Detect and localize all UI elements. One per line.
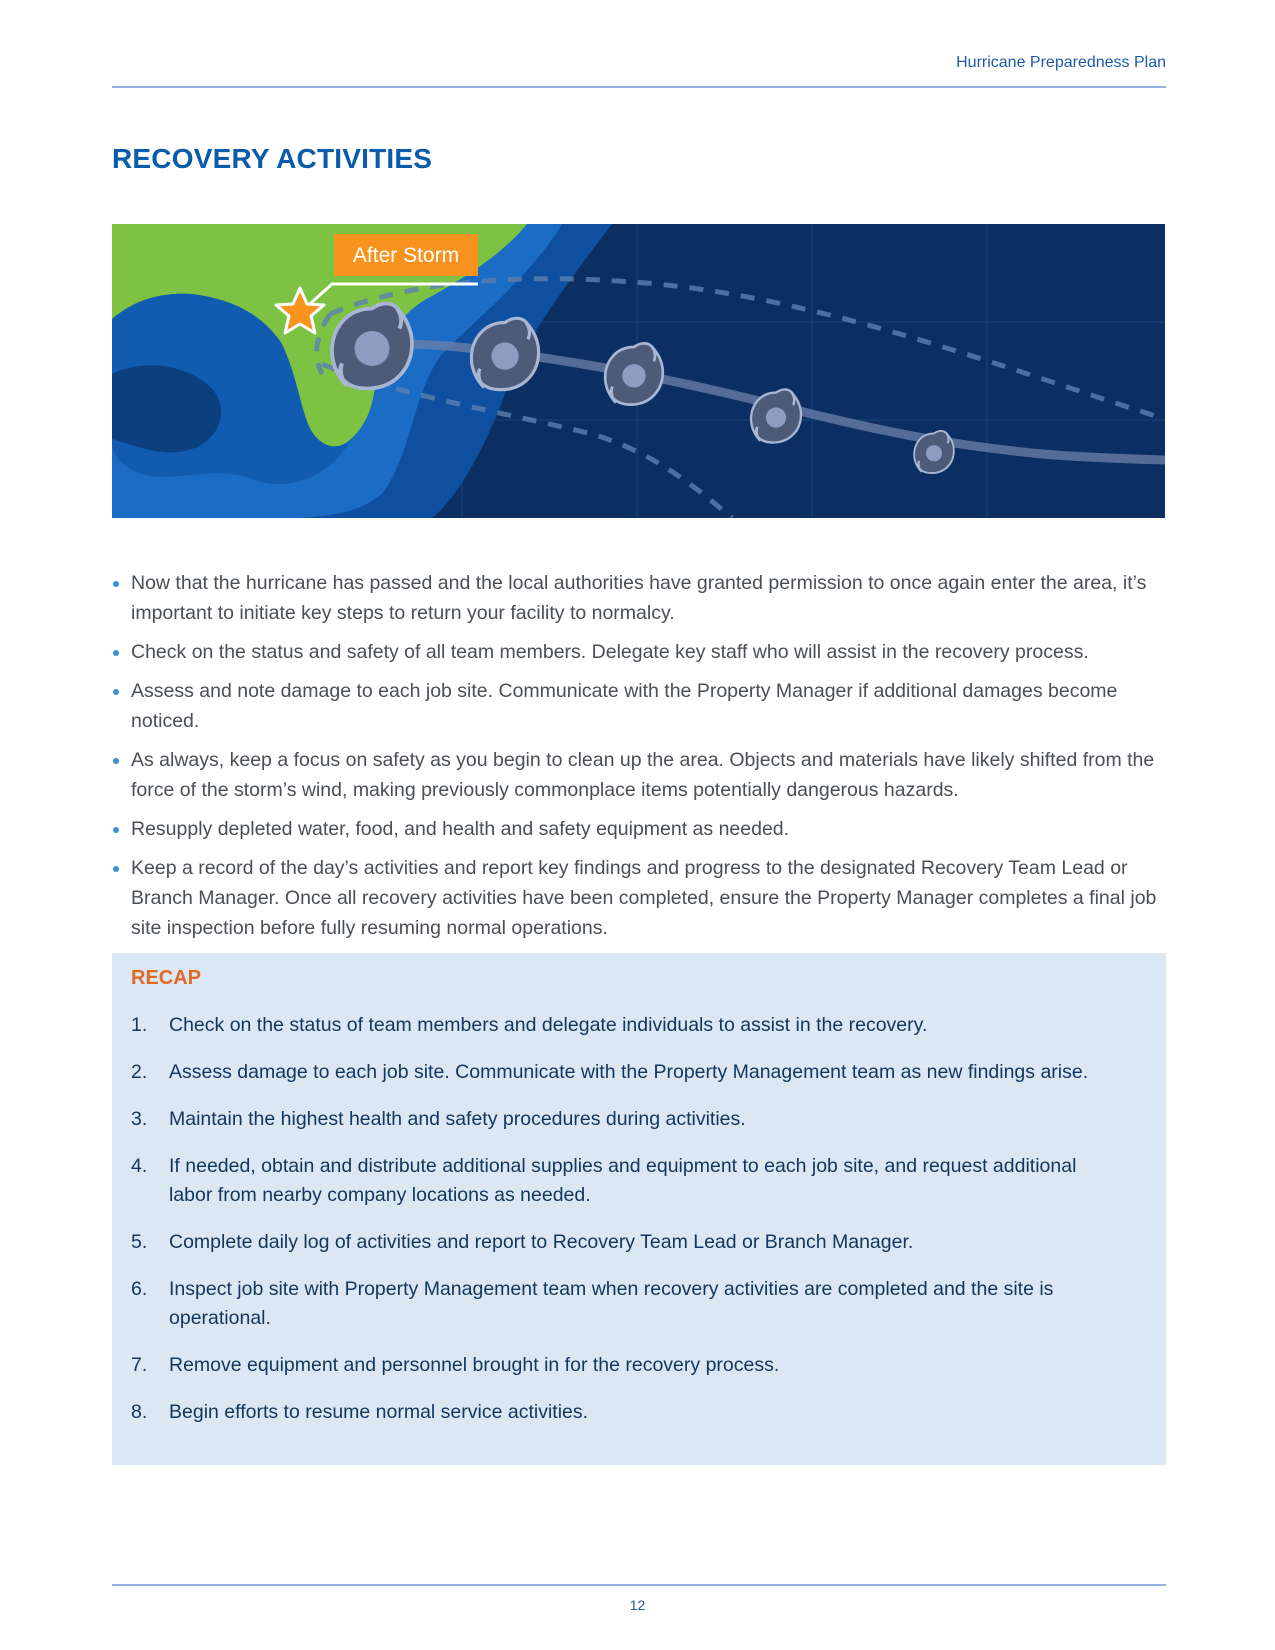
bullet-item	[112, 853, 1172, 943]
recap-item-text: If needed, obtain and distribute additional supplies and equipment to each job site, and request additional labor from nearby company locations as needed.	[169, 1155, 1077, 1206]
bullet-dot	[113, 650, 119, 656]
bullet-item	[112, 745, 1172, 805]
recap-item-number: 6.	[131, 1278, 148, 1300]
recap-item	[131, 1228, 1091, 1257]
bullet-dot	[113, 689, 119, 695]
recap-item-number: 1.	[131, 1014, 148, 1036]
footer-divider	[112, 1584, 1166, 1586]
storm-track-illustration	[112, 224, 1165, 518]
recap-item-number: 3.	[131, 1108, 148, 1130]
after-storm-label: After Storm	[352, 244, 460, 267]
recap-list	[131, 1011, 1091, 1445]
bullet-text: Resupply depleted water, food, and health and safety equipment as needed.	[131, 818, 790, 840]
bullet-dot	[113, 758, 119, 764]
recap-item	[131, 1105, 1091, 1134]
bullet-dot	[113, 827, 119, 833]
bullet-item	[112, 637, 1172, 667]
recap-item	[131, 1058, 1091, 1087]
recap-item-number: 4.	[131, 1155, 148, 1177]
recap-item-text: Inspect job site with Property Management team when recovery activities are completed and the site is operational.	[169, 1278, 1054, 1329]
bullet-text: As always, keep a focus on safety as you begin to clean up the area. Objects and materials have likely shifted from the force of the storm’s wind, making previously commonplace items potentially dangerous hazards.	[131, 749, 1155, 801]
recap-item-text: Maintain the highest health and safety procedures during activities.	[169, 1108, 746, 1130]
bullet-item	[112, 676, 1172, 736]
recap-item-number: 5.	[131, 1231, 148, 1253]
recap-item	[131, 1011, 1091, 1040]
recap-item-number: 7.	[131, 1354, 148, 1376]
recap-item	[131, 1351, 1091, 1380]
recap-item-text: Check on the status of team members and delegate individuals to assist in the recovery.	[169, 1014, 928, 1036]
page-title: RECOVERY ACTIVITIES	[112, 143, 433, 174]
bullet-text: Now that the hurricane has passed and the local authorities have granted permission to once again enter the area, it’s important to initiate key steps to return your facility to normalcy.	[131, 572, 1147, 624]
recap-item	[131, 1152, 1091, 1210]
recap-item-number: 8.	[131, 1401, 148, 1423]
document-title: Hurricane Preparedness Plan	[956, 54, 1166, 71]
header-divider	[112, 86, 1166, 88]
bullet-text: Check on the status and safety of all team members. Delegate key staff who will assist in the recovery process.	[131, 641, 1089, 663]
recap-item-text: Complete daily log of activities and report to Recovery Team Lead or Branch Manager.	[169, 1231, 914, 1253]
bullet-dot	[113, 581, 119, 587]
recovery-bullet-list	[112, 568, 1172, 952]
recap-item	[131, 1275, 1091, 1333]
page-number: 12	[629, 1597, 646, 1613]
bullet-item	[112, 814, 1172, 844]
recap-item-text: Begin efforts to resume normal service activities.	[169, 1401, 589, 1423]
recap-item-text: Assess damage to each job site. Communicate with the Property Management team as new findings arise.	[169, 1061, 1089, 1083]
recap-box	[112, 953, 1166, 1465]
bullet-dot	[113, 866, 119, 872]
recap-title: RECAP	[131, 967, 202, 989]
bullet-item	[112, 568, 1172, 628]
bullet-text: Keep a record of the day’s activities and report key findings and progress to the designated Recovery Team Lead or Branch Manager. Once all recovery activities have been completed, ensure the Property Manager completes a final job site inspection before fully resuming normal operations.	[131, 857, 1157, 939]
bullet-text: Assess and note damage to each job site. Communicate with the Property Manager if additional damages become noticed.	[131, 680, 1118, 732]
recap-item-number: 2.	[131, 1061, 148, 1083]
recap-item-text: Remove equipment and personnel brought in for the recovery process.	[169, 1354, 780, 1376]
recap-item	[131, 1398, 1091, 1427]
